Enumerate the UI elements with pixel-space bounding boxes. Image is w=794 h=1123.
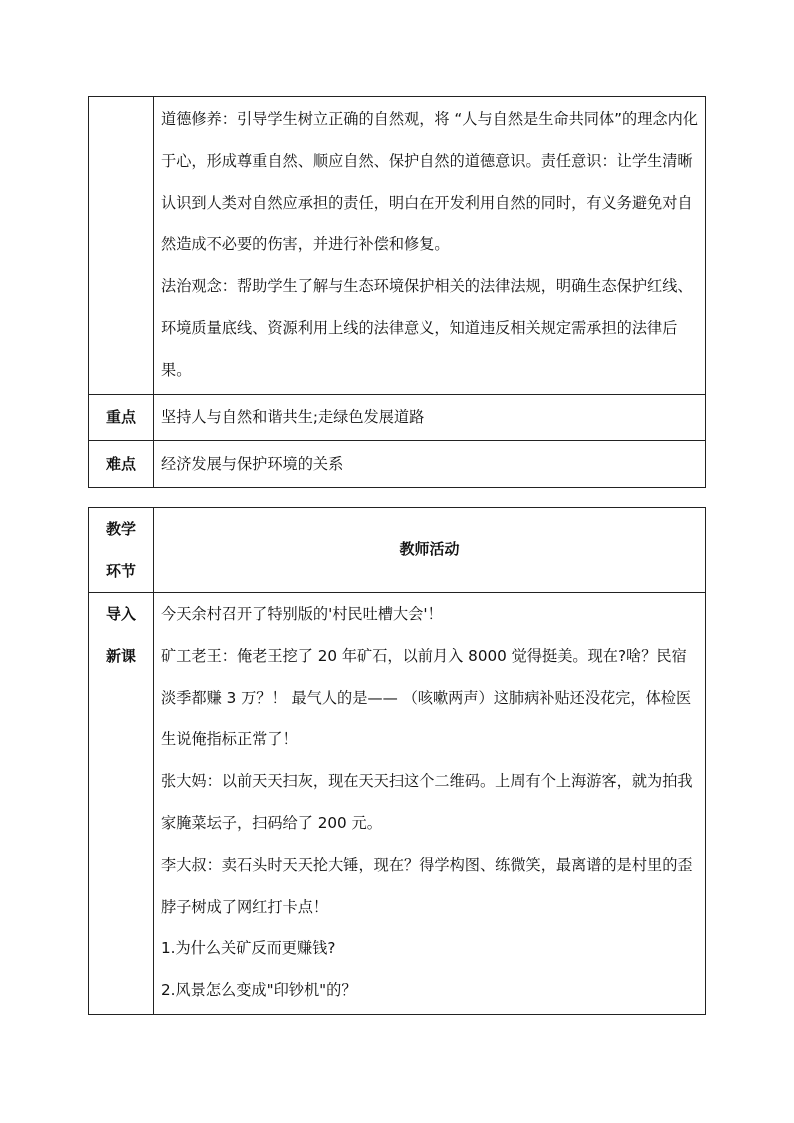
- intro-label-line: 新课: [105, 646, 136, 665]
- stage-header-label: [89, 508, 154, 592]
- goals-paragraph: 法治观念：帮助学生了解与生态环境保护相关的法律法规，明确生态保护红线、环境质量底线、资源利用上线的法律意义，知道违反相关规定需承担的法律后果。: [161, 277, 693, 379]
- goals-label-cell: [89, 97, 154, 394]
- goals-paragraph: 道德修养：引导学生树立正确的自然观，将 “人与自然是生命共同体”的理念内化于心，形成尊重自然、顺应自然、保护自然的道德意识。责任意识：让学生清晰认识到人类对自然应承担的责任，明白在开发利用自然的同时，有义务避免对自然造成不必要的伤害，并进行补偿和修复。: [161, 110, 698, 254]
- intro-paragraph: 张大妈：以前天天扫灰，现在天天扫这个二维码。上周有个上海游客，就为拍我家腌菜坛子，扫码给了 200 元。: [161, 772, 693, 832]
- header-row: [89, 508, 705, 592]
- objectives-table: [88, 96, 706, 488]
- goals-content: [154, 97, 705, 394]
- difficulty-text: 经济发展与保护环境的关系: [161, 454, 344, 473]
- question-2: 2.风景怎么变成"印钞机"的？: [161, 981, 357, 1000]
- intro-row: [89, 592, 705, 1014]
- difficulty-row: [89, 440, 705, 487]
- stage-header-line: 教学: [105, 520, 136, 538]
- stage-header-line: 环节: [105, 562, 136, 580]
- key-points-label: 重点: [89, 395, 154, 440]
- key-points-row: [89, 394, 705, 440]
- goals-row: [89, 97, 705, 394]
- intro-stage-label: [89, 593, 154, 1014]
- key-points-text: 坚持人与自然和谐共生;走绿色发展道路: [161, 407, 425, 426]
- teacher-activity-header: 教师活动: [399, 540, 460, 559]
- intro-content: [154, 593, 705, 1014]
- intro-paragraph: 矿工老王：俺老王挖了 20 年矿石，以前月入 8000 觉得挺美。现在?啥？民宿淡季都赚 3 万？！ 最气人的是—— （咳嗽两声）这肺病补贴还没花完，体检医生说俺指标正常了！: [161, 646, 692, 749]
- activities-table: [88, 507, 706, 1015]
- intro-paragraph: 今天余村召开了特别版的'村民吐槽大会'！: [161, 605, 443, 623]
- difficulty-label: 难点: [89, 441, 154, 487]
- question-1: 1.为什么关矿反而更赚钱?: [161, 939, 336, 958]
- intro-paragraph: 李大叔：卖石头时天天抡大锤，现在？得学构图、练微笑，最离谱的是村里的歪脖子树成了网红打卡点！: [161, 855, 693, 916]
- intro-label-line: 导入: [105, 605, 136, 623]
